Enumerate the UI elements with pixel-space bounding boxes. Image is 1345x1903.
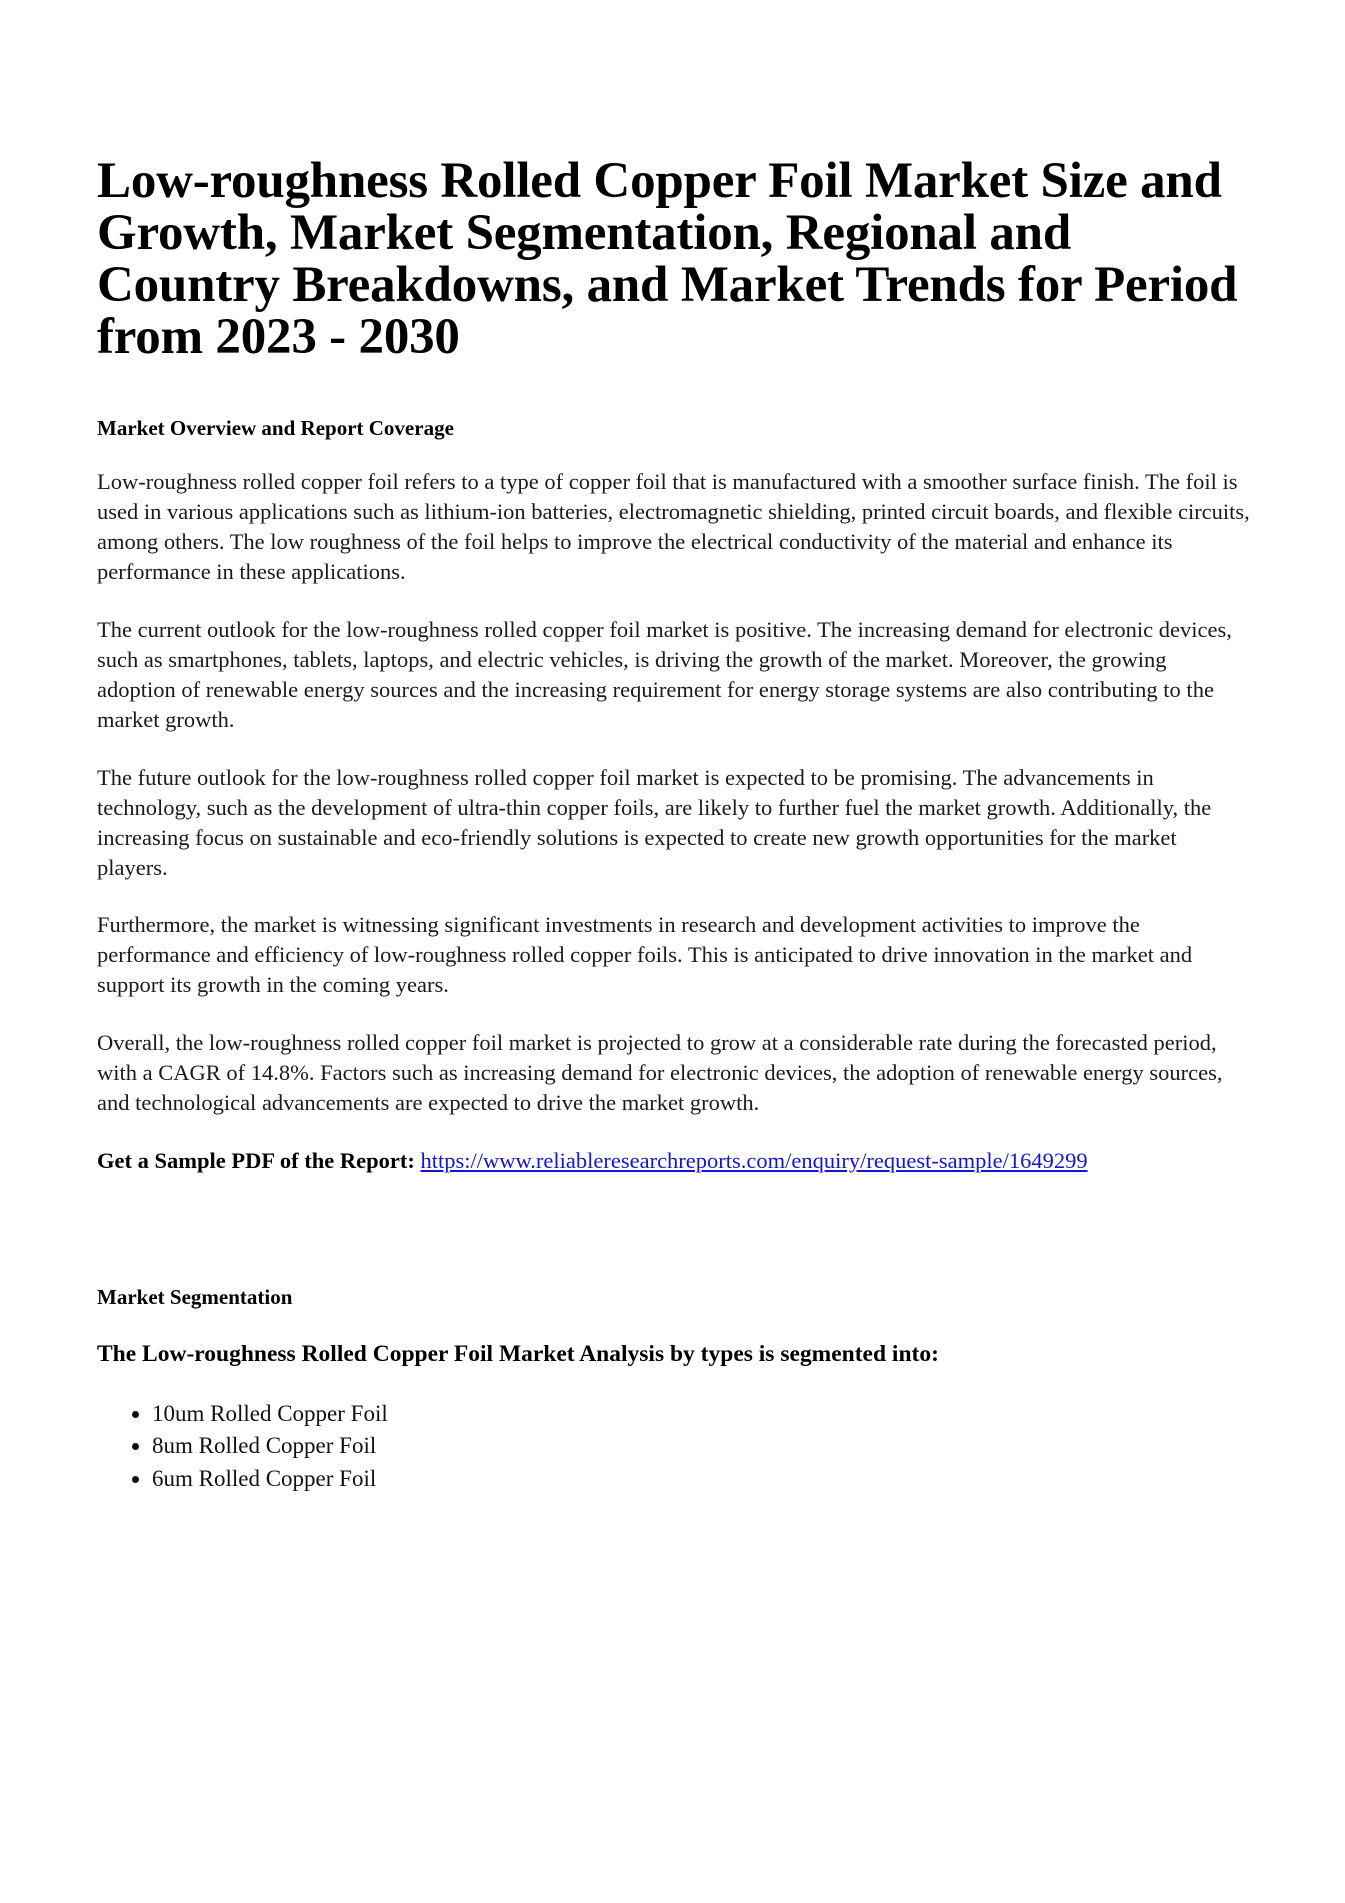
overview-paragraph-2: The current outlook for the low-roughness rolled copper foil market is positive. The increasing demand for electronic devices, such as smartphones, tablets, laptops, and electric vehicles, is driving the growth of the market. Moreover, the growing adoption of renewable energy sources and the increasing requirement for energy storage systems are also contributing to the market growth. xyxy=(97,617,1232,732)
page-title: Low-roughness Rolled Copper Foil Market Size and Growth, Market Segmentation, Regional and Country Breakdowns, and Market Trends for Period from 2023 - 2030 xyxy=(97,153,1238,366)
market-segmentation-heading: Market Segmentation xyxy=(97,1284,293,1309)
overview-paragraph-3: The future outlook for the low-roughness rolled copper foil market is expected to be promising. The advancements in technology, such as the development of ultra-thin copper foils, are likely to further fuel the market growth. Additionally, the increasing focus on sustainable and eco-friendly solutions is expected to create new growth opportunities for the market players. xyxy=(97,764,1212,880)
market-overview-heading: Market Overview and Report Coverage xyxy=(97,416,454,441)
overview-paragraph-4: Furthermore, the market is witnessing significant investments in research and development activities to improve the performance and efficiency of low-roughness rolled copper foils. This is anticipated to drive innovation in the market and support its growth in the coming years. xyxy=(97,912,1193,998)
request-sample-link[interactable]: https://www.reliableresearchreports.com/enquiry/request-sample/1649299 xyxy=(420,1147,1088,1173)
overview-paragraph-5: Overall, the low-roughness rolled copper foil market is projected to grow at a considerable rate during the forecasted period, with a CAGR of 14.8%. Factors such as increasing demand for electronic devices, the adoption of renewable energy sources, and technological advancements are expected to drive the market growth. xyxy=(97,1030,1223,1116)
overview-paragraph-1: Low-roughness rolled copper foil refers to a type of copper foil that is manufactured with a smoother surface finish. The foil is used in various applications such as lithium-ion batteries, electromagnetic shielding, printed circuit boards, and flexible circuits, among others. The low roughness of the foil helps to improve the electrical conductivity of the material and enhance its performance in these applications. xyxy=(97,469,1250,585)
types-segmentation-heading: The Low-roughness Rolled Copper Foil Market Analysis by types is segmented into: xyxy=(97,1341,939,1368)
type-segment-list xyxy=(97,1398,1250,1496)
sample-pdf-label: Get a Sample PDF of the Report: xyxy=(97,1147,415,1173)
sample-pdf-line xyxy=(97,1146,1097,1176)
list-item: • 8um Rolled Copper Foil xyxy=(152,1430,1250,1463)
list-item: • 10um Rolled Copper Foil xyxy=(152,1398,1250,1431)
list-item: • 6um Rolled Copper Foil xyxy=(152,1463,1250,1496)
section-spacer xyxy=(97,1204,1250,1284)
